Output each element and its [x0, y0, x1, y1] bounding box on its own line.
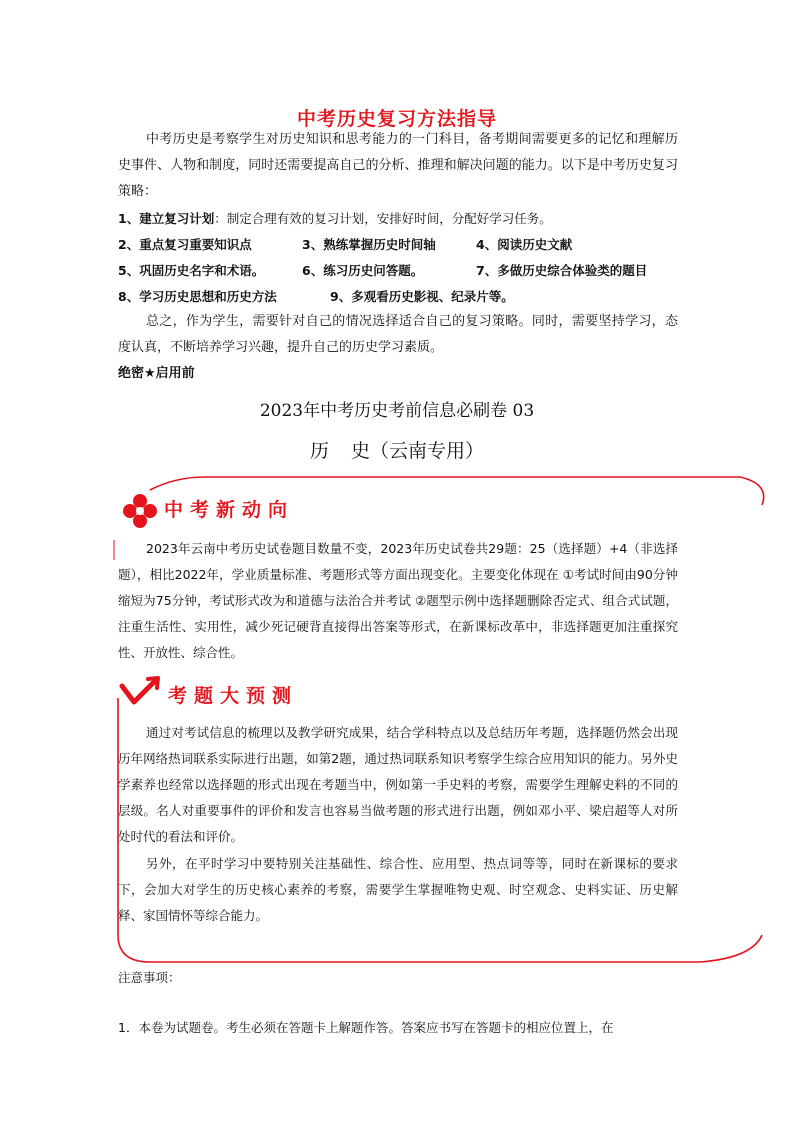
subject-char-2: 史 [350, 440, 370, 462]
guide-item-5: 5、巩固历史名字和术语。 [118, 263, 265, 278]
secret-label: 绝密★启用前 [118, 366, 195, 381]
guide-conclusion: 总之，作为学生，需要针对自己的情况选择适合自己的复习策略。同时，需要坚持学习，态度认真，不断培养学习兴趣，提升自己的历史学习素质。 [118, 314, 678, 355]
guide-item-4: 4、阅读历史文献 [476, 237, 573, 252]
guide-item-3: 3、熟练掌握历史时间轴 [302, 237, 436, 252]
note-item-1: 1．本卷为试题卷。考生必须在答题卡上解题作答。答案应书写在答题卡的相应位置上，在 [118, 1020, 614, 1035]
subject-char-1: 历 [309, 440, 329, 462]
subject-suffix: （云南专用） [370, 440, 485, 462]
rising-arrow-icon [118, 676, 162, 712]
guide-title: 中考历史复习方法指导 [296, 108, 497, 130]
guide-item-8: 8、学习历史思想和历史方法 [118, 289, 277, 304]
guide-intro: 中考历史是考察学生对历史知识和思考能力的一门科目，备考期间需要更多的记忆和理解历史事件、人物和制度，同时还需要提高自己的分析、推理和解决问题的能力。以下是中考历史复习策略： [118, 132, 678, 199]
notes-title: 注意事项： [118, 970, 181, 985]
predictions-heading: 考题大预测 [168, 685, 299, 707]
predictions-para-1: 通过对考试信息的梳理以及教学研究成果，结合学科特点以及总结历年考题，选择题仍然会出现历年网络热词联系实际进行出题，如第2题，通过热词联系知识考察学生综合应用知识的能力。另外史学素养也经常以选择题的形式出现在考题当中，例如第一手史料的考察，需要学生理解史料的不同的层级。名人对重要事件的评价和发言也容易当做考题的形式进行出题，例如邓小平、梁启超等人对所处时代的看法和评价。 [118, 725, 678, 844]
new-trends-text: 2023年云南中考历史试卷题目数量不变，2023年历史试卷共29题：25（选择题）+4（非选择题），相比2022年，学业质量标准、考题形式等方面出现变化。主要变化体现在 ①考试时间由90分钟缩短为75分钟，考试形式改为和道德与法治合并考试 ②题型示例中选择题删除否定式、组合式试题，注重生活性、实用性，减少死记硬背直接得出答案等形式，在新课标改革中，非选择题更加注重探究性、开放性、综合性。 [118, 541, 678, 660]
guide-item-1-label: 1、建立复习计划 [118, 211, 215, 226]
predictions-para-2: 另外，在平时学习中要特别关注基础性、综合性、应用型、热点词等等，同时在新课标的要求下，会加大对学生的历史核心素养的考察，需要学生掌握唯物史观、时空观念、史料实证、历史解释、家国情怀等综合能力。 [118, 856, 678, 923]
guide-item-9: 9、多观看历史影视、纪录片等。 [330, 289, 514, 304]
exam-title: 2023年中考历史考前信息必刷卷 03 [259, 401, 535, 421]
guide-item-2: 2、重点复习重要知识点 [118, 237, 252, 252]
guide-item-6: 6、练习历史问答题。 [302, 263, 424, 278]
flower-icon [120, 491, 160, 531]
guide-item-1-text: ：制定合理有效的复习计划，安排好时间，分配好学习任务。 [214, 211, 552, 226]
new-trends-heading: 中考新动向 [164, 499, 295, 521]
guide-item-7: 7、多做历史综合体验类的题目 [476, 263, 648, 278]
